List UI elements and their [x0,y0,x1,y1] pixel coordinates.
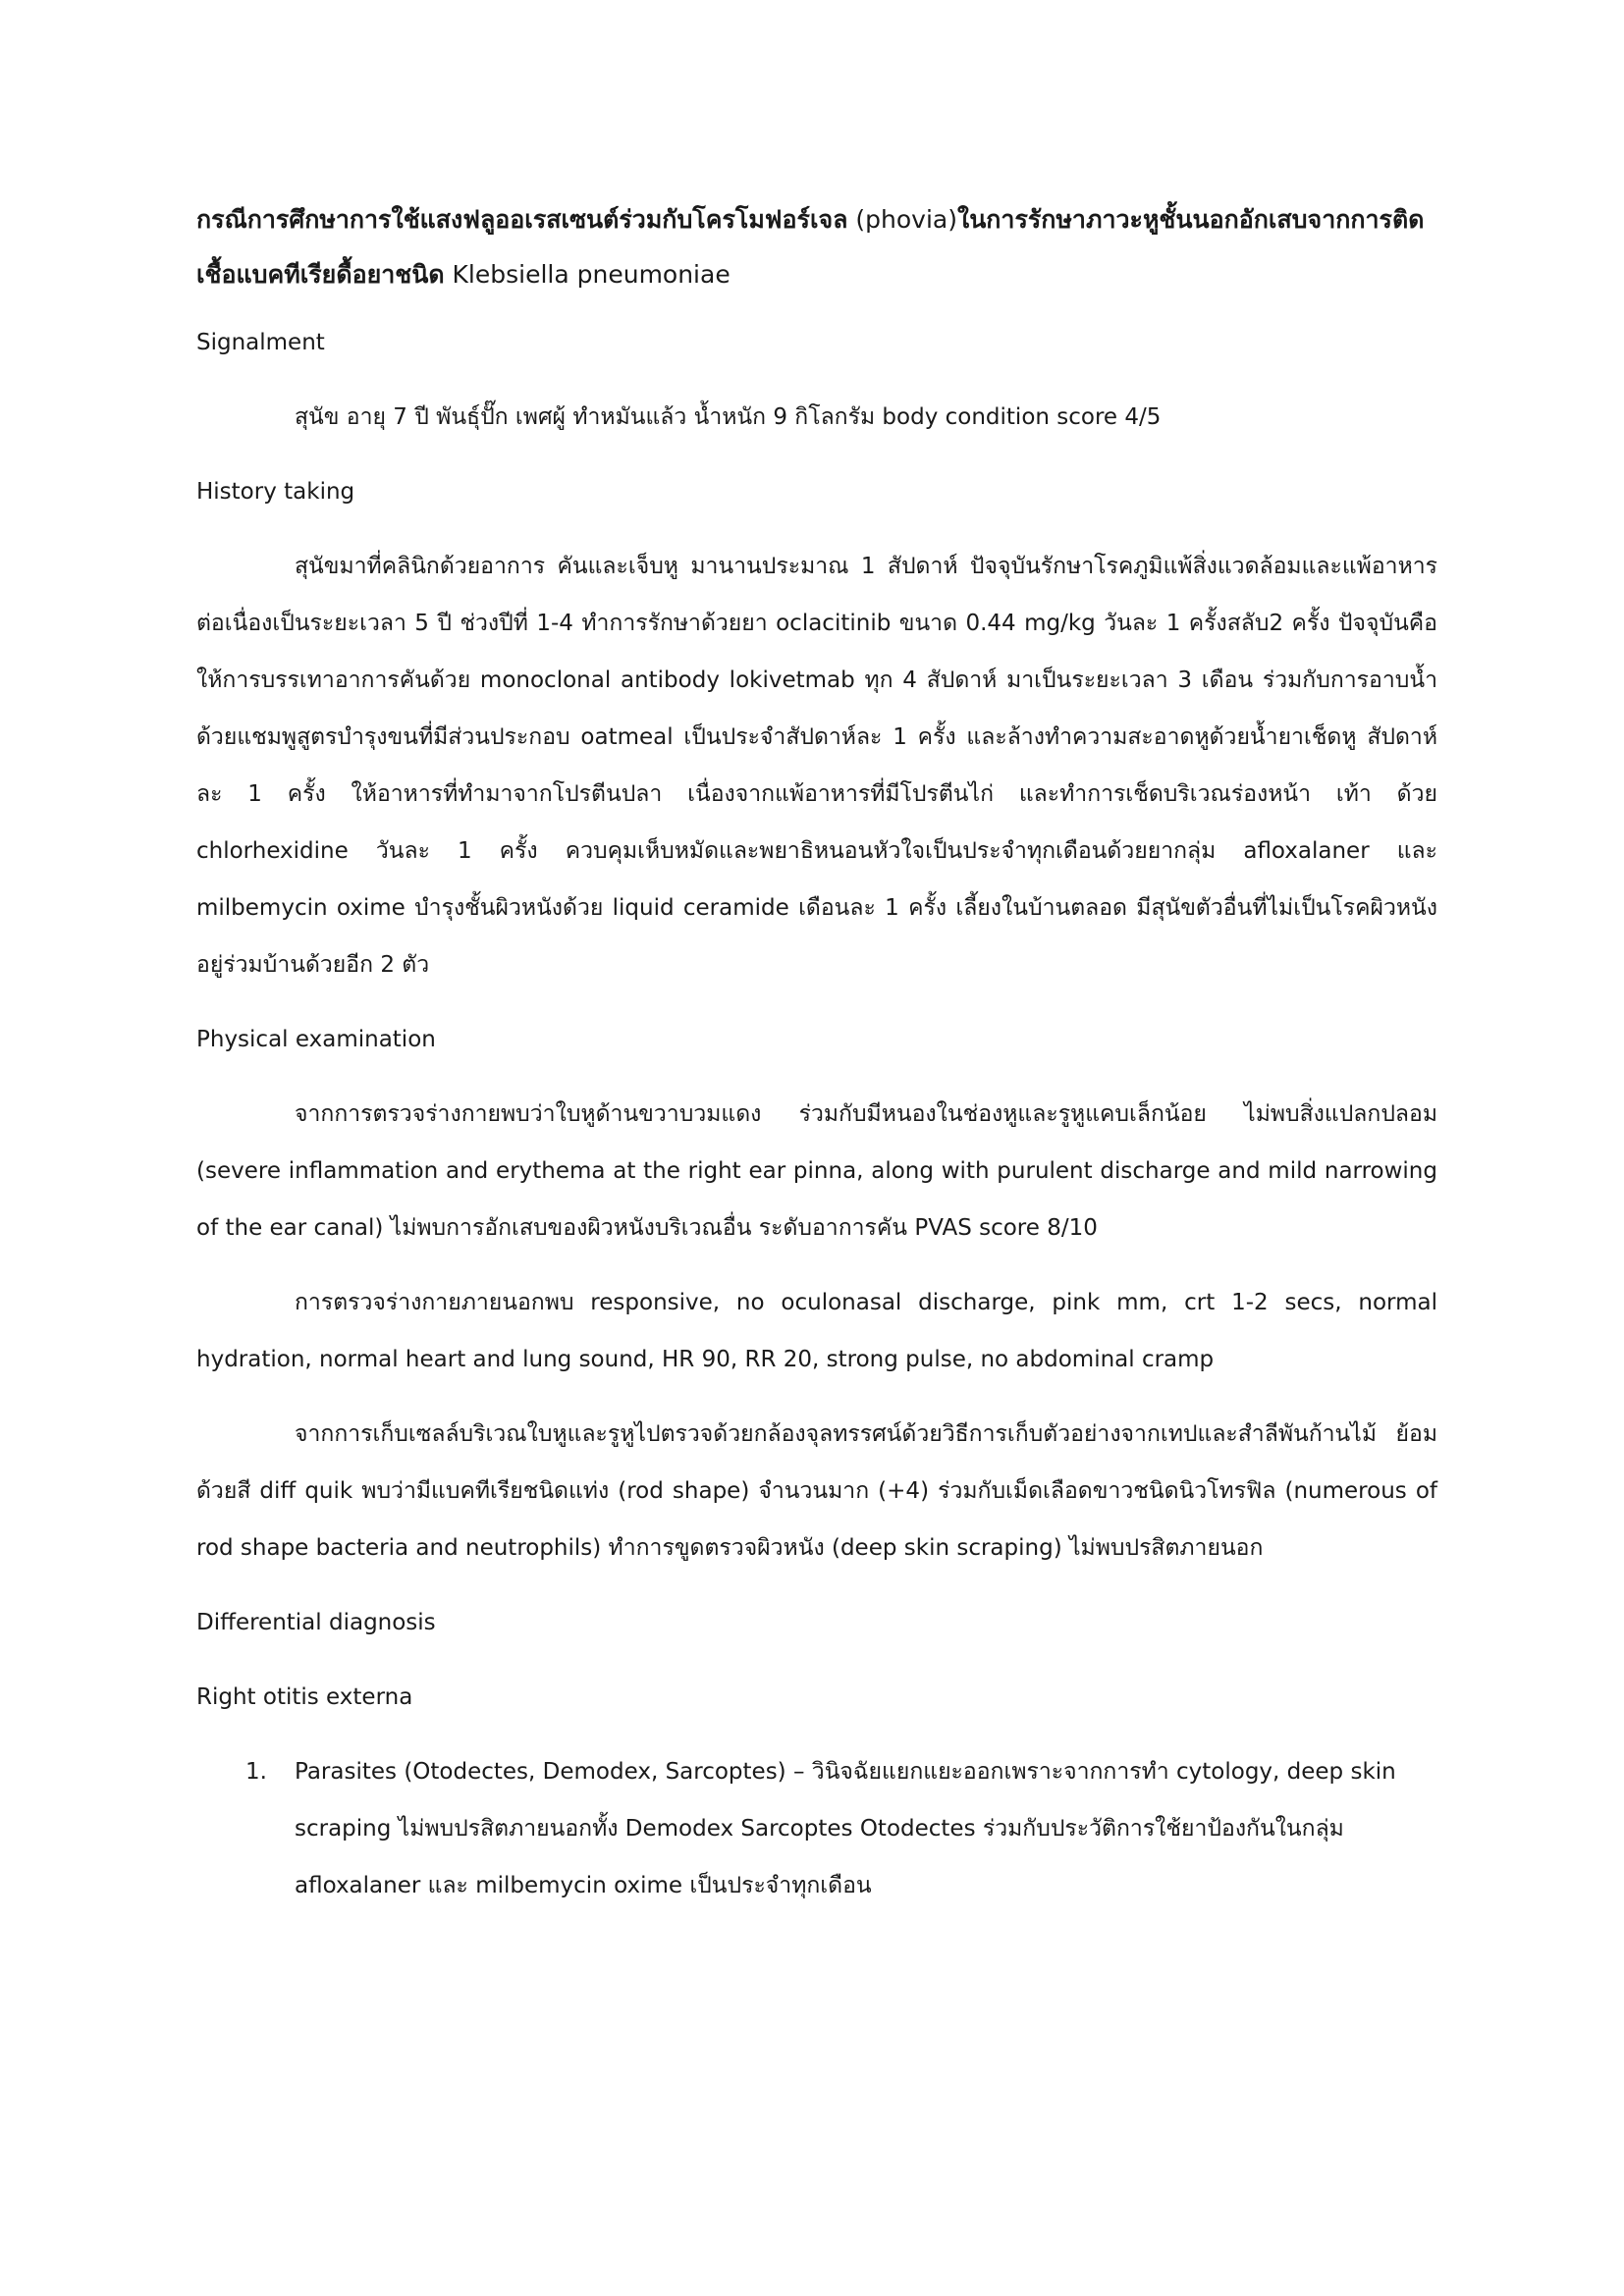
physical-exam-paragraph-1: จากการตรวจร่างกายพบว่าใบหูด้านขวาบวมแดง ร่วมกับมีหนองในช่องหูและรูหูแคบเล็กน้อย ไม่พบสิ่งแปลกปลอม (severe inflammation and erythema at the right ear pinna, along with purulent discharge and mild narrowing of the ear canal) ไม่พบการอักเสบของผิวหนังบริเวณอื่น ระดับอาการคัน PVAS score 8/10 [196,1101,1437,1241]
history-heading: History taking [196,479,355,505]
diagnosis-subheading: Right otitis externa [196,1684,413,1710]
differential-list [196,1743,1437,1914]
title-latin-part-1: (phovia) [847,205,957,234]
title-thai-part-2: ในการรักษาภาวะหูชั้นนอกอักเสบจากการติดเชื้อแบคทีเรียดื้อยาชนิด [196,205,1425,289]
physical-examination-heading: Physical examination [196,1027,436,1052]
physical-exam-paragraph-2: การตรวจร่างกายภายนอกพบ responsive, no oculonasal discharge, pink mm, crt 1-2 secs, normal hydration, normal heart and lung sound, HR 90, RR 20, strong pulse, no abdominal cramp [196,1290,1437,1372]
title-thai-part-1: กรณีการศึกษาการใช้แสงฟลูออเรสเซนต์ร่วมกับโครโมฟอร์เจล [196,205,848,234]
document-page [196,192,1437,1932]
list-item-number: 1. [245,1759,267,1785]
title-latin-part-2: Klebsiella pneumoniae [444,260,731,289]
physical-exam-paragraph-3: จากการเก็บเซลล์บริเวณใบหูและรูหูไปตรวจด้วยกล้องจุลทรรศน์ด้วยวิธีการเก็บตัวอย่างจากเทปและสำลีพันก้านไม้ ย้อมด้วยสี diff quik พบว่ามีแบคทีเรียชนิดแท่ง (rod shape) จำนวนมาก (+4) ร่วมกับเม็ดเลือดขาวชนิดนิวโทรฟิล (numerous of rod shape bacteria and neutrophils) ทำการขูดตรวจผิวหนัง (deep skin scraping) ไม่พบปรสิตภายนอก [196,1421,1437,1561]
differential-diagnosis-heading: Differential diagnosis [196,1610,436,1635]
history-paragraph: สุนัขมาที่คลินิกด้วยอาการ คันและเจ็บหู มานานประมาณ 1 สัปดาห์ ปัจจุบันรักษาโรคภูมิแพ้สิ่งแวดล้อมและแพ้อาหารต่อเนื่องเป็นระยะเวลา 5 ปี ช่วงปีที่ 1-4 ทำการรักษาด้วยยา oclacitinib ขนาด 0.44 mg/kg วันละ 1 ครั้งสลับ2 ครั้ง ปัจจุบันคือให้การบรรเทาอาการคันด้วย monoclonal antibody lokivetmab ทุก 4 สัปดาห์ มาเป็นระยะเวลา 3 เดือน ร่วมกับการอาบน้ำด้วยแชมพูสูตรบำรุงขนที่มีส่วนประกอบ oatmeal เป็นประจำสัปดาห์ละ 1 ครั้ง และล้างทำความสะอาดหูด้วยน้ำยาเช็ดหู สัปดาห์ละ 1 ครั้ง ให้อาหารที่ทำมาจากโปรตีนปลา เนื่องจากแพ้อาหารที่มีโปรตีนไก่ และทำการเช็ดบริเวณร่องหน้า เท้า ด้วย chlorhexidine วันละ 1 ครั้ง ควบคุมเห็บหมัดและพยาธิหนอนหัวใจเป็นประจำทุกเดือนด้วยยากลุ่ม afloxalaner และ milbemycin oxime บำรุงชั้นผิวหนังด้วย liquid ceramide เดือนละ 1 ครั้ง เลี้ยงในบ้านตลอด มีสุนัขตัวอื่นที่ไม่เป็นโรคผิวหนังอยู่ร่วมบ้านด้วยอีก 2 ตัว [196,554,1437,978]
document-title [196,192,1437,302]
list-item [196,1743,1437,1914]
list-item-text: Parasites (Otodectes, Demodex, Sarcoptes) – วินิจฉัยแยกแยะออกเพราะจากการทำ cytology, deep skin scraping ไม่พบปรสิตภายนอกทั้ง Demodex Sarcoptes Otodectes ร่วมกับประวัติการใช้ยาป้องกันในกลุ่ม afloxalaner และ milbemycin oxime เป็นประจำทุกเดือน [295,1759,1396,1898]
signalment-heading: Signalment [196,330,325,355]
signalment-paragraph: สุนัข อายุ 7 ปี พันธุ์ปั๊ก เพศผู้ ทำหมันแล้ว น้ำหนัก 9 กิโลกรัม body condition score 4/5 [295,404,1162,430]
